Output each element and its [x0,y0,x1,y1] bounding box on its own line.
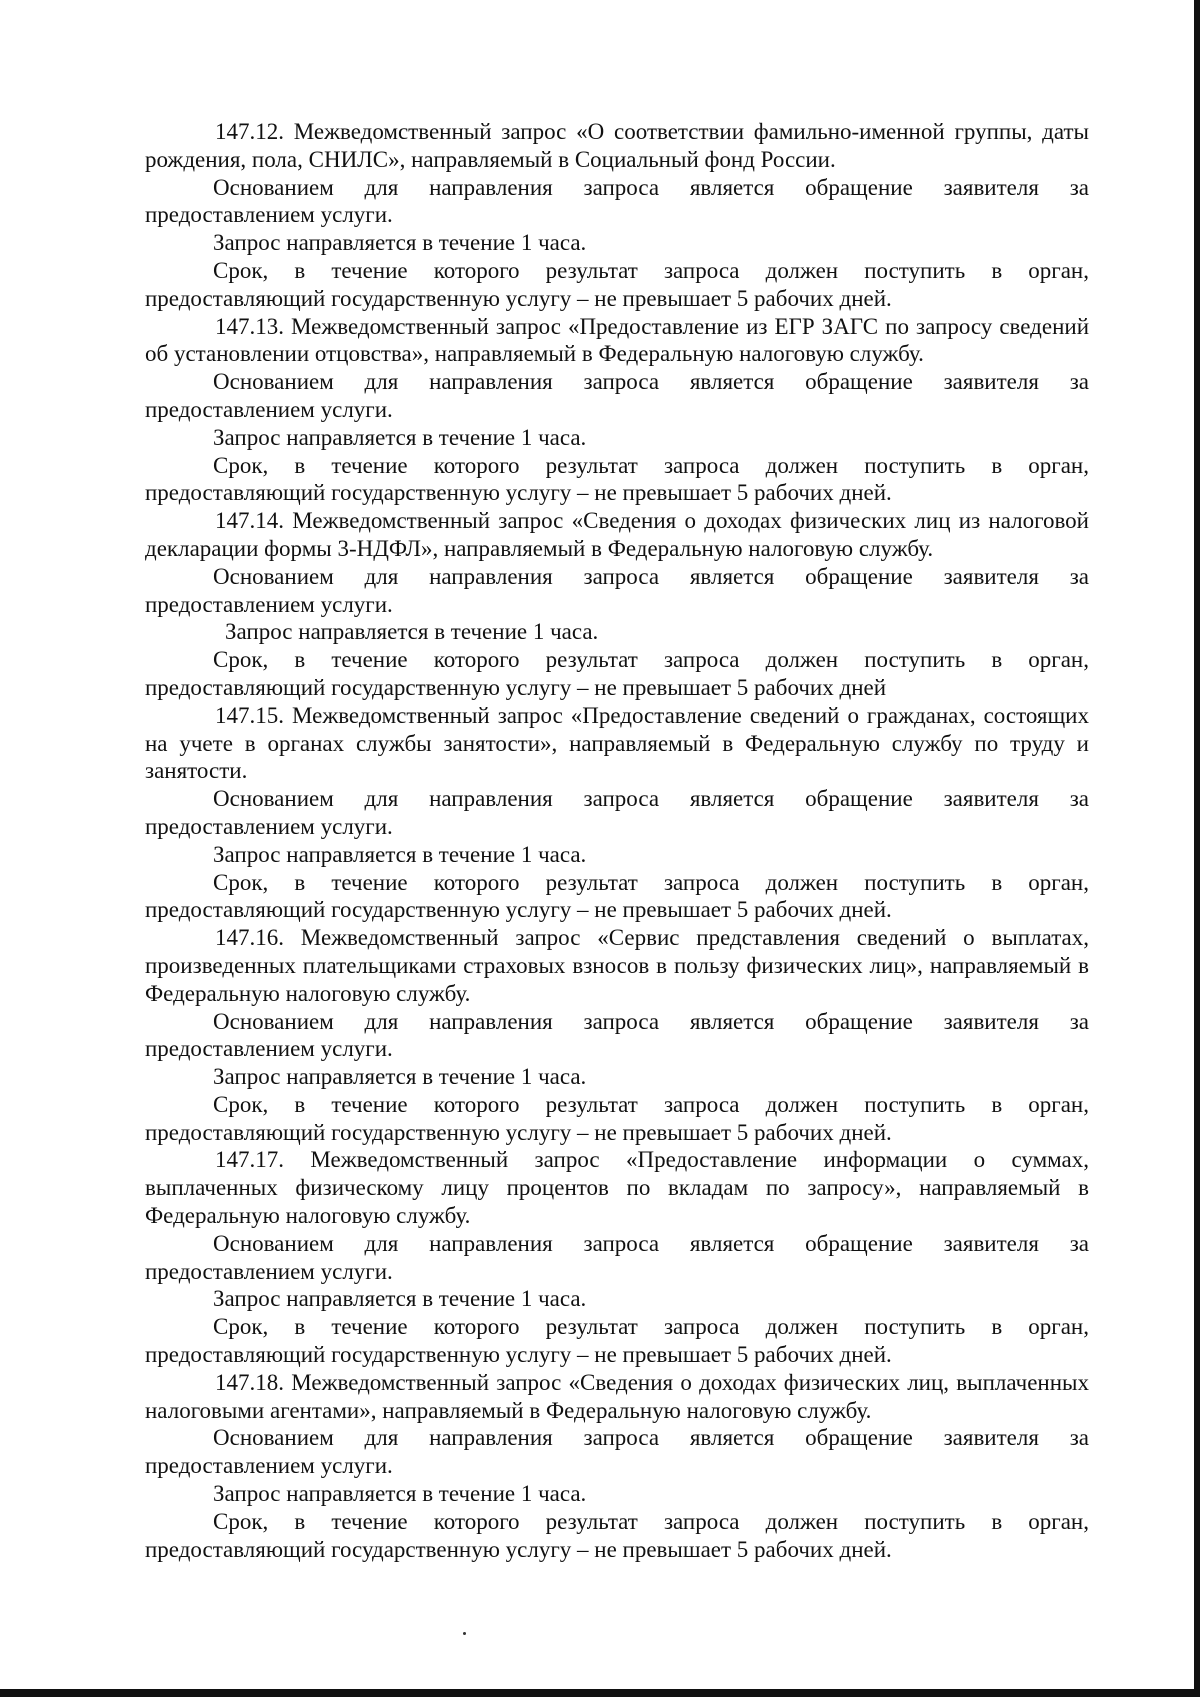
paragraph-147-14-time: Запрос направляется в течение 1 часа. [225,619,599,645]
paragraph-147-16-basis: Основанием для направления запроса является обращение заявителя за предоставлением услуги. [145,1008,1089,1062]
paragraph-147-12-title: 147.12. Межведомственный запрос «О соответствии фамильно-именной группы, даты рождения, пола, СНИЛС», направляемый в Социальный фонд России. [145,119,1089,172]
scan-speck [463,1632,466,1635]
paragraph-147-12-term: Срок, в течение которого результат запроса должен поступить в орган, предоставляющий государственную услугу – не превышает 5 рабочих дней. [145,257,1089,311]
paragraph-147-16-title: 147.16. Межведомственный запрос «Сервис представления сведений о выплатах, произведенных плательщиками страховых взносов в пользу физических лиц», направляемый в Федеральную налоговую службу. [145,925,1089,1006]
paragraph-147-18-basis: Основанием для направления запроса является обращение заявителя за предоставлением услуги. [145,1425,1089,1479]
scan-edge-bottom [0,1689,1200,1697]
paragraph-147-15-basis: Основанием для направления запроса является обращение заявителя за предоставлением услуги. [145,786,1089,839]
paragraph-147-17-time: Запрос направляется в течение 1 часа. [213,1286,587,1312]
paragraph-147-15-title: 147.15. Межведомственный запрос «Предоставление сведений о гражданах, состоящих на учете в органах службы занятости», направляемый в Федеральную службу по труду и занятости. [145,702,1089,784]
paragraph-147-14-basis: Основанием для направления запроса является обращение заявителя за предоставлением услуги. [145,563,1089,617]
scan-edge-right [1194,0,1200,1697]
paragraph-147-12-time: Запрос направляется в течение 1 часа. [213,230,587,256]
paragraph-147-18-term: Срок, в течение которого результат запроса должен поступить в орган, предоставляющий государственную услугу – не превышает 5 рабочих дней. [145,1508,1089,1562]
paragraph-147-17-title: 147.17. Межведомственный запрос «Предоставление информации о суммах, выплаченных физическому лицу процентов по вкладам по запросу», направляемый в Федеральную налоговую службу. [145,1147,1089,1229]
paragraph-147-14-term: Срок, в течение которого результат запроса должен поступить в орган, предоставляющий государственную услугу – не превышает 5 рабочих дней [145,647,1089,700]
paragraph-147-16-term: Срок, в течение которого результат запроса должен поступить в орган, предоставляющий государственную услугу – не превышает 5 рабочих дней. [145,1091,1089,1145]
paragraph-147-13-term: Срок, в течение которого результат запроса должен поступить в орган, предоставляющий государственную услугу – не превышает 5 рабочих дней. [145,452,1089,506]
paragraph-147-13-title: 147.13. Межведомственный запрос «Предоставление из ЕГР ЗАГС по запросу сведений об установлении отцовства», направляемый в Федеральную налоговую службу. [145,313,1089,367]
paragraph-147-15-time: Запрос направляется в течение 1 часа. [213,841,587,867]
paragraph-147-14-title: 147.14. Межведомственный запрос «Сведения о доходах физических лиц из налоговой декларации формы 3-НДФЛ», направляемый в Федеральную налоговую службу. [145,508,1089,561]
paragraph-147-18-title: 147.18. Межведомственный запрос «Сведения о доходах физических лиц, выплаченных налоговыми агентами», направляемый в Федеральную налоговую службу. [145,1369,1089,1423]
paragraph-147-13-time: Запрос направляется в течение 1 часа. [213,424,587,450]
document-body [145,118,1089,1563]
paragraph-147-18-time: Запрос направляется в течение 1 часа. [213,1481,587,1507]
paragraph-147-17-term: Срок, в течение которого результат запроса должен поступить в орган, предоставляющий государственную услугу – не превышает 5 рабочих дней. [145,1314,1089,1368]
paragraph-147-12-basis: Основанием для направления запроса является обращение заявителя за предоставлением услуги. [145,174,1089,228]
paragraph-147-16-time: Запрос направляется в течение 1 часа. [213,1064,587,1090]
paragraph-147-13-basis: Основанием для направления запроса является обращение заявителя за предоставлением услуги. [145,369,1089,422]
paragraph-147-15-term: Срок, в течение которого результат запроса должен поступить в орган, предоставляющий государственную услугу – не превышает 5 рабочих дней. [145,869,1089,923]
paragraph-147-17-basis: Основанием для направления запроса является обращение заявителя за предоставлением услуги. [145,1230,1089,1284]
